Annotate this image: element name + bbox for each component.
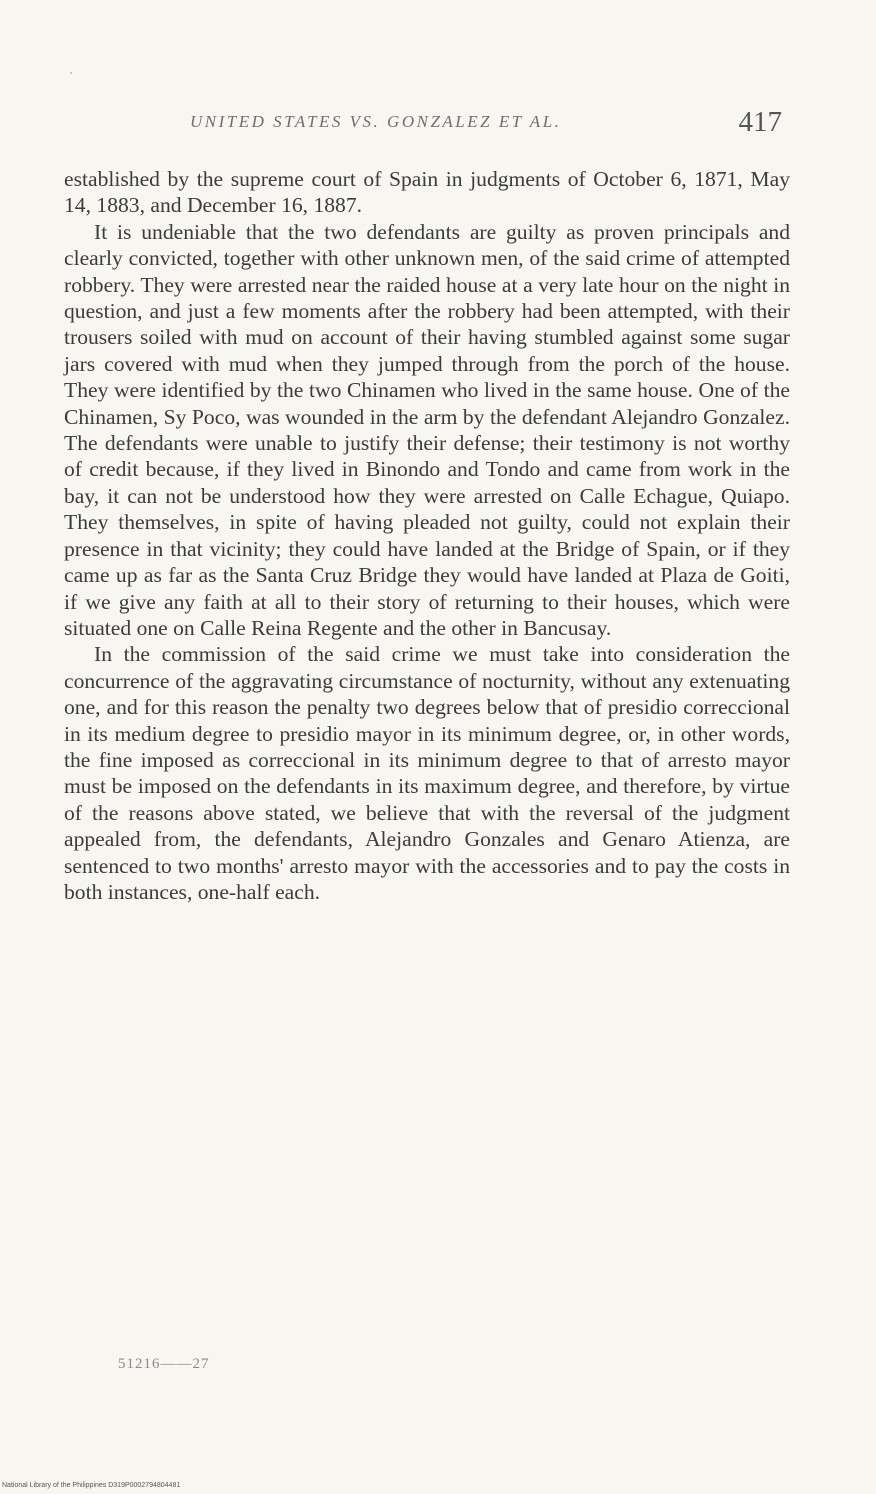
paper-speck [70, 72, 72, 74]
signature-mark: 51216——27 [118, 1356, 210, 1372]
paragraph-continuation: established by the supreme court of Spain in judgments of October 6, 1871, May 14, 1883, and December 16, 1887. [64, 167, 790, 218]
running-title: UNITED STATES VS. GONZALEZ ET AL. [190, 112, 562, 131]
body-text [64, 166, 790, 905]
library-stamp: National Library of the Philippines D319P0002794804481 [2, 1482, 181, 1489]
page-number: 417 [738, 106, 782, 138]
paragraph-facts: It is undeniable that the two defendants are guilty as proven principals and clearly convicted, together with other unknown men, of the said crime of attempted robbery. They were arrested near the raided house at a very late hour on the night in question, and just a few moments after the robbery had been attempted, with their trousers soiled with mud on account of their having stumbled against some sugar jars covered with mud when they jumped through from the porch of the house. They were identified by the two Chinamen who lived in the same house. One of the Chinamen, Sy Poco, was wounded in the arm by the defendant Alejandro Gonzalez. The defendants were unable to justify their defense; their testimony is not worthy of credit because, if they lived in Binondo and Tondo and came from work in the bay, it can not be understood how they were arrested on Calle Echague, Quiapo. They themselves, in spite of having pleaded not guilty, could not explain their presence in that vicinity; they could have landed at the Bridge of Spain, or if they came up as far as the Santa Cruz Bridge they would have landed at Plaza de Goiti, if we give any faith at all to their story of returning to their houses, which were situated one on Calle Reina Regente and the other in Bancusay. [64, 219, 790, 640]
page-header [190, 106, 790, 142]
paragraph-penalty: In the commission of the said crime we must take into consideration the concurrence of the aggravating circumstance of nocturnity, without any extenuating one, and for this reason the penalty two degrees below that of presidio correccional in its medium degree to presidio mayor in its minimum degree, or, in other words, the fine imposed as correccional in its minimum degree to that of arresto mayor must be imposed on the defendants in its maximum degree, and therefore, by virtue of the reasons above stated, we believe that with the reversal of the judgment appealed from, the defendants, Alejandro Gonzales and Genaro Atienza, are sentenced to two months' arresto mayor with the accessories and to pay the costs in both instances, one-half each. [64, 642, 790, 904]
